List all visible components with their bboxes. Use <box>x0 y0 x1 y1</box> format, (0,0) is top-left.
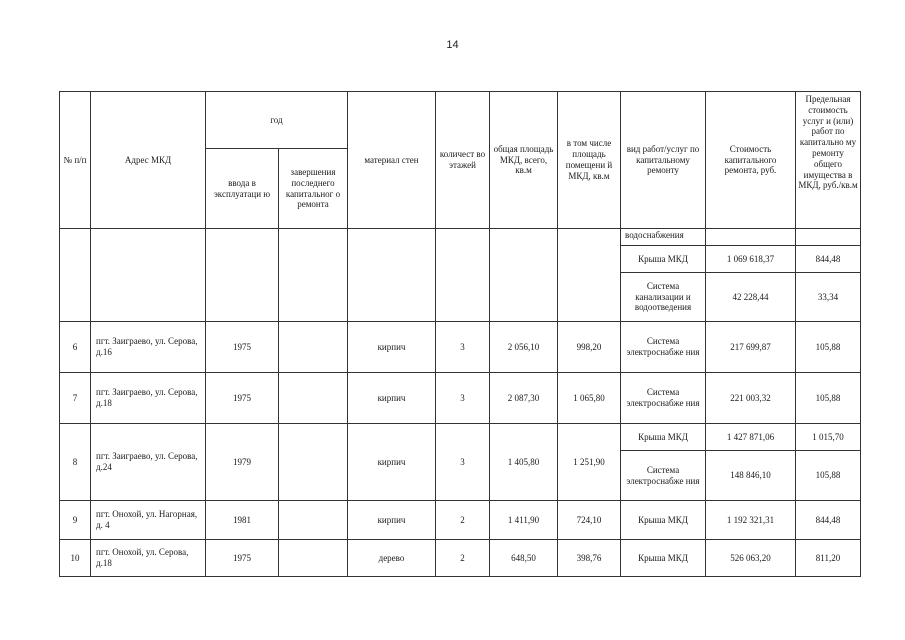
row-max-cost: 1 015,70 <box>796 424 861 451</box>
header-max-cost: Предельная стоимость услуг и (или) работ по капитально му ремонту общего имущества в МКД, руб./кв.м <box>796 92 861 229</box>
cont-max-2: 844,48 <box>796 246 861 273</box>
row-repair-cost: 526 063,20 <box>706 540 796 577</box>
row-year-last-repair <box>279 373 348 424</box>
row-num: 6 <box>60 322 91 373</box>
row-repair-cost: 217 699,87 <box>706 322 796 373</box>
row-total-area: 2 056,10 <box>490 322 558 373</box>
cont-work-1: водоснабжения <box>621 229 706 246</box>
cont-address <box>91 229 206 322</box>
row-total-area: 2 087,30 <box>490 373 558 424</box>
header-year-group: год <box>206 92 348 149</box>
row-address: пгт. Онохой, ул. Нагорная, д. 4 <box>91 501 206 540</box>
row-address: пгт. Заиграево, ул. Серова, д.18 <box>91 373 206 424</box>
header-premises-area: в том числе площадь помещени й МКД, кв.м <box>558 92 621 229</box>
row-total-area: 1 411,90 <box>490 501 558 540</box>
cont-num <box>60 229 91 322</box>
page-number: 14 <box>446 39 459 51</box>
row-repair-cost: 1 192 321,31 <box>706 501 796 540</box>
table-row <box>60 424 861 451</box>
row-work-type: Система электроснабже ния <box>621 322 706 373</box>
row-year-last-repair <box>279 322 348 373</box>
row-work-type: Крыша МКД <box>621 540 706 577</box>
row-material: кирпич <box>348 424 436 501</box>
table-row <box>60 373 861 424</box>
row-work-type: Система электроснабже ния <box>621 451 706 501</box>
cont-material <box>348 229 436 322</box>
header-work-type: вид работ/услуг по капитальному ремонту <box>621 92 706 229</box>
row-material: кирпич <box>348 373 436 424</box>
row-premises-area: 1 251,90 <box>558 424 621 501</box>
row-max-cost: 105,88 <box>796 451 861 501</box>
cont-work-2: Крыша МКД <box>621 246 706 273</box>
row-material: дерево <box>348 540 436 577</box>
row-max-cost: 844,48 <box>796 501 861 540</box>
table-row <box>60 540 861 577</box>
row-num: 9 <box>60 501 91 540</box>
header-wall-material: материал стен <box>348 92 436 229</box>
row-repair-cost: 221 003,32 <box>706 373 796 424</box>
cont-total-area <box>490 229 558 322</box>
row-year-commission: 1979 <box>206 424 279 501</box>
row-repair-cost: 1 427 871,06 <box>706 424 796 451</box>
row-year-commission: 1975 <box>206 322 279 373</box>
row-year-commission: 1975 <box>206 540 279 577</box>
row-total-area: 648,50 <box>490 540 558 577</box>
row-floors: 3 <box>436 373 490 424</box>
cont-max-3: 33,34 <box>796 273 861 322</box>
header-address: Адрес МКД <box>91 92 206 229</box>
row-max-cost: 105,88 <box>796 322 861 373</box>
row-work-type: Крыша МКД <box>621 501 706 540</box>
cont-cost-1 <box>706 229 796 246</box>
header-floors: количест во этажей <box>436 92 490 229</box>
header-total-area: общая площадь МКД, всего, кв.м <box>490 92 558 229</box>
row-floors: 2 <box>436 501 490 540</box>
cont-work-3: Система канализации и водоотведения <box>621 273 706 322</box>
row-premises-area: 998,20 <box>558 322 621 373</box>
row-year-commission: 1975 <box>206 373 279 424</box>
header-num: № п/п <box>60 92 91 229</box>
row-work-type: Крыша МКД <box>621 424 706 451</box>
row-floors: 3 <box>436 424 490 501</box>
row-address: пгт. Заиграево, ул. Серова, д.16 <box>91 322 206 373</box>
row-max-cost: 811,20 <box>796 540 861 577</box>
row-premises-area: 724,10 <box>558 501 621 540</box>
cont-floors <box>436 229 490 322</box>
row-max-cost: 105,88 <box>796 373 861 424</box>
header-repair-cost: Стоимость капитального ремонта, руб. <box>706 92 796 229</box>
cont-year-commission <box>206 229 279 322</box>
row-year-last-repair <box>279 501 348 540</box>
row-address: пгт. Онохой, ул. Серова, д.18 <box>91 540 206 577</box>
cont-cost-3: 42 228,44 <box>706 273 796 322</box>
row-address: пгт. Заиграево, ул. Серова, д.24 <box>91 424 206 501</box>
cont-cost-2: 1 069 618,37 <box>706 246 796 273</box>
row-year-last-repair <box>279 540 348 577</box>
row-material: кирпич <box>348 501 436 540</box>
cont-premises-area <box>558 229 621 322</box>
row-floors: 2 <box>436 540 490 577</box>
row-material: кирпич <box>348 322 436 373</box>
header-year-last-repair: завершения последнего капитальног о ремонта <box>279 149 348 229</box>
cont-max-1 <box>796 229 861 246</box>
row-premises-area: 1 065,80 <box>558 373 621 424</box>
cont-year-last-repair <box>279 229 348 322</box>
header-year-commission: ввода в эксплуатаци ю <box>206 149 279 229</box>
table-row <box>60 501 861 540</box>
row-work-type: Система электроснабже ния <box>621 373 706 424</box>
row-floors: 3 <box>436 322 490 373</box>
row-year-last-repair <box>279 424 348 501</box>
row-num: 8 <box>60 424 91 501</box>
capital-repair-table <box>59 91 861 577</box>
row-num: 10 <box>60 540 91 577</box>
row-year-commission: 1981 <box>206 501 279 540</box>
row-premises-area: 398,76 <box>558 540 621 577</box>
row-total-area: 1 405,80 <box>490 424 558 501</box>
row-repair-cost: 148 846,10 <box>706 451 796 501</box>
row-num: 7 <box>60 373 91 424</box>
table-row <box>60 322 861 373</box>
